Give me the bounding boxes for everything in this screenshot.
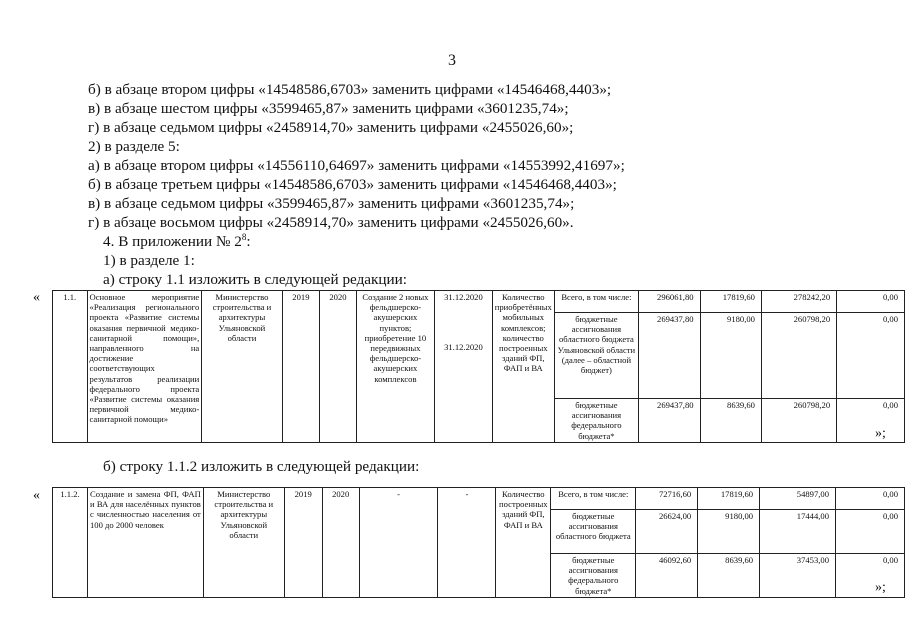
amount-total: 269437,80 (639, 399, 701, 443)
amount-2021: 0,00 (837, 291, 905, 313)
text-line: б) в абзаце втором цифры «14548586,6703» заменить цифрами «14546468,4403»; (88, 81, 612, 98)
text-line-appendix: 4. В приложении № $2^8$: (103, 232, 251, 250)
amount-2019: 17819,60 (698, 488, 760, 510)
amount-2021: 0,00 (837, 399, 905, 443)
amendment-text (88, 80, 848, 289)
amount-2020: 278242,20 (761, 291, 836, 313)
deadline: 31.12.2020 31.12.2020 (435, 291, 493, 443)
year-end: 2020 (322, 488, 359, 598)
executor: Министерство строительства и архитектуры Ульяновской области (203, 488, 284, 598)
quote-open: « (33, 290, 40, 305)
text-line: г) в абзаце восьмом цифры «2458914,70» заменить цифрами «2455026,60». (88, 214, 574, 231)
expected-result: - (359, 488, 438, 598)
quote-close: »; (875, 426, 886, 441)
target-indicator: Количество построенных зданий ФП, ФАП и ВА (496, 488, 551, 598)
amount-total: 72716,60 (636, 488, 698, 510)
text-line: 1) в разделе 1: (103, 252, 195, 269)
row-number: 1.1.2. (53, 488, 88, 598)
executor: Министерство строительства и архитектуры Ульяновской области (202, 291, 282, 443)
event-name: Основное мероприятие «Реализация регионального проекта «Развитие системы оказания первичной медико-санитарной помощи», направленного на достижение соответствующих результатов реализации федерального проекта «Развитие системы оказания первичной медико-санитарной помощи» (87, 291, 202, 443)
table-row-1-1-2 (52, 487, 905, 598)
year-start: 2019 (284, 488, 322, 598)
funding-source: бюджетные ассигнования областного бюджета Ульяновской области (далее – областной бюджет) (554, 313, 638, 399)
superscript: 8 (241, 232, 247, 242)
year-end: 2020 (320, 291, 357, 443)
funding-source: Всего, в том числе: (551, 488, 636, 510)
expected-result: Создание 2 новых фельдшерско-акушерских пунктов; приобретение 10 передвижных фельдшерско-акушерских комплексов (356, 291, 434, 443)
amount-2020: 54897,00 (760, 488, 836, 510)
amount-total: 296061,80 (639, 291, 701, 313)
funding-source: бюджетные ассигнования федерального бюджета* (554, 399, 638, 443)
row-number: 1.1. (53, 291, 88, 443)
text-line: а) строку 1.1 изложить в следующей редакции: (103, 271, 408, 288)
funding-source: бюджетные ассигнования федерального бюджета* (551, 554, 636, 598)
amount-2019: 9180,00 (698, 510, 760, 554)
text-line: б) в абзаце третьем цифры «14548586,6703» заменить цифрами «14546468,4403»; (88, 176, 617, 193)
year-start: 2019 (282, 291, 320, 443)
funding-source: Всего, в том числе: (554, 291, 638, 313)
subheading: б) строку 1.1.2 изложить в следующей редакции: (103, 458, 420, 475)
amount-total: 269437,80 (639, 313, 701, 399)
target-indicator: Количество приобретённых мобильных комплексов; количество построенных зданий ФП, ФАП и ВА (492, 291, 554, 443)
amount-2021: 0,00 (837, 313, 905, 399)
amount-total: 46092,60 (636, 554, 698, 598)
quote-open: « (33, 488, 40, 503)
amount-total: 26624,00 (636, 510, 698, 554)
quote-close: »; (875, 580, 886, 595)
funding-source: бюджетные ассигнования областного бюджета (551, 510, 636, 554)
amount-2019: 8639,60 (700, 399, 761, 443)
amount-2020: 260798,20 (761, 399, 836, 443)
page-number: 3 (448, 52, 456, 69)
amount-2020: 17444,00 (760, 510, 836, 554)
text-line: в) в абзаце шестом цифры «3599465,87» заменить цифрами «3601235,74»; (88, 100, 569, 117)
text-line: а) в абзаце втором цифры «14556110,64697» заменить цифрами «14553992,41697»; (88, 157, 625, 174)
table-row-1-1 (52, 290, 905, 443)
text-line: 2) в разделе 5: (88, 138, 180, 155)
event-name: Создание и замена ФП, ФАП и ВА для населённых пунктов с численностью населения от 100 до 2000 человек (87, 488, 203, 598)
amount-2019: 9180,00 (700, 313, 761, 399)
amount-2021: 0,00 (836, 488, 905, 510)
amount-2021: 0,00 (836, 554, 905, 598)
amount-2019: 8639,60 (698, 554, 760, 598)
amount-2020: 37453,00 (760, 554, 836, 598)
text-line: г) в абзаце седьмом цифры «2458914,70» заменить цифрами «2455026,60»; (88, 119, 574, 136)
amount-2020: 260798,20 (761, 313, 836, 399)
amount-2021: 0,00 (836, 510, 905, 554)
text-line: в) в абзаце седьмом цифры «3599465,87» заменить цифрами «3601235,74»; (88, 195, 575, 212)
amount-2019: 17819,60 (700, 291, 761, 313)
deadline: - (438, 488, 496, 598)
